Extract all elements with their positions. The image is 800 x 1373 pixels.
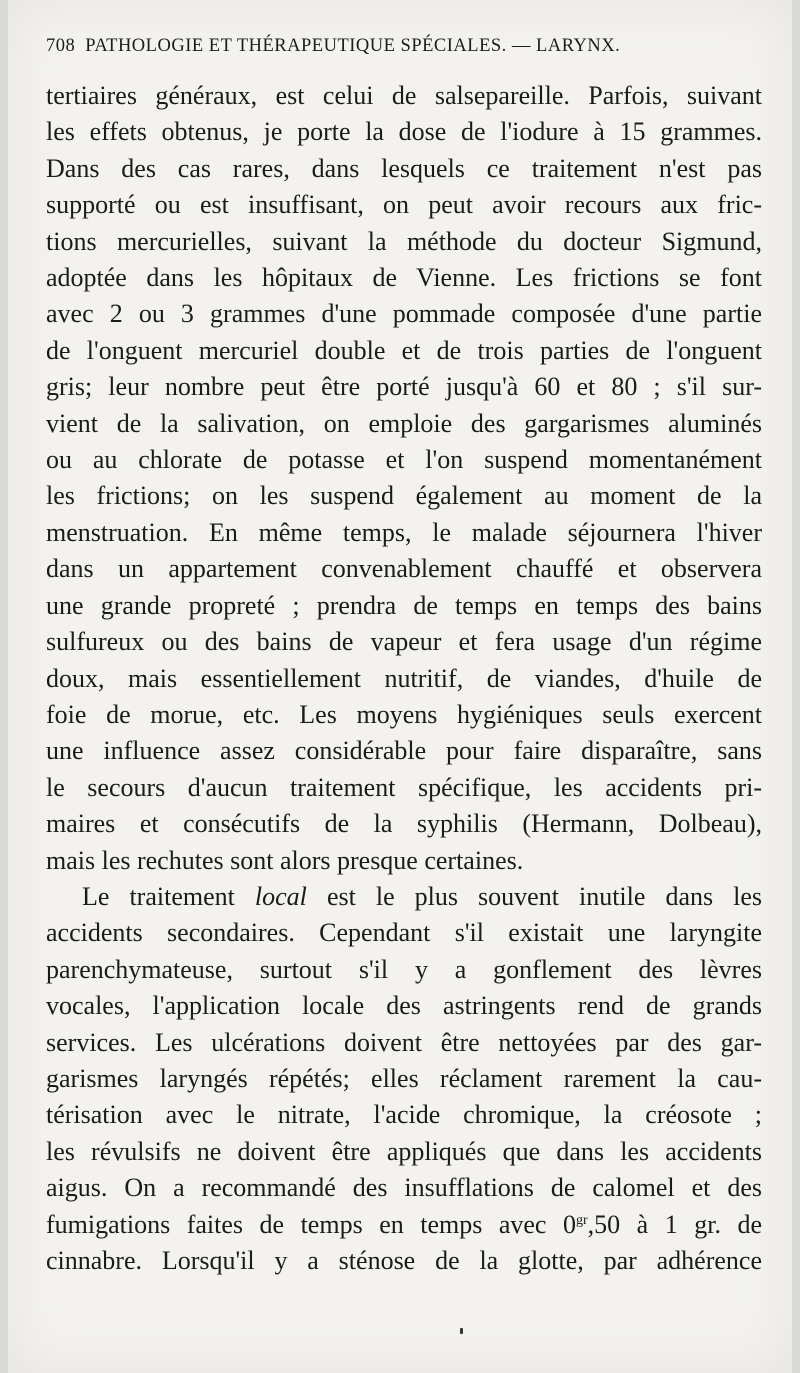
- book-page: [8, 0, 792, 1373]
- text-line: vocales, l'application locale des astringents rend de grands: [46, 991, 762, 1021]
- text-fragment: est le plus souvent inutile dans les: [326, 881, 762, 911]
- text-line: [46, 879, 762, 915]
- text-line: aigus. On a recommandé des insufflations de calomel et des: [46, 1173, 762, 1203]
- text-line: adoptée dans les hôpitaux de Vienne. Les frictions se font: [46, 263, 762, 293]
- text-line: térisation avec le nitrate, l'acide chromique, la créosote ;: [46, 1100, 762, 1130]
- text-line: doux, mais essentiellement nutritif, de viandes, d'huile de: [46, 663, 762, 693]
- text-line: ou au chlorate de potasse et l'on suspend momentanément: [46, 445, 762, 475]
- text-line: mais les rechutes sont alors presque certaines.: [46, 845, 524, 875]
- text-line: accidents secondaires. Cependant s'il existait une laryngite: [46, 918, 762, 948]
- text-line: de l'onguent mercuriel double et de trois parties de l'onguent: [46, 335, 762, 365]
- text-line: services. Les ulcérations doivent être nettoyées par des gar-: [46, 1027, 762, 1057]
- text-line: foie de morue, etc. Les moyens hygiéniques seuls exercent: [46, 699, 762, 729]
- text-fragment: ,50 à 1 gr. de: [587, 1209, 762, 1239]
- text-line: parenchymateuse, surtout s'il y a gonflement des lèvres: [46, 954, 762, 984]
- body-text: [46, 78, 762, 1279]
- text-line: une grande propreté ; prendra de temps en temps des bains: [46, 590, 762, 620]
- page-number: 708: [46, 36, 76, 56]
- text-line: vient de la salivation, on emploie des gargarismes aluminés: [46, 408, 762, 438]
- running-title: PATHOLOGIE ET THÉRAPEUTIQUE SPÉCIALES. — LARYNX.: [85, 36, 621, 56]
- text-line: les effets obtenus, je porte la dose de l'iodure à 15 grammes.: [46, 117, 762, 147]
- text-line: maires et consécutifs de la syphilis (Hermann, Dolbeau),: [46, 809, 762, 839]
- text-line: menstruation. En même temps, le malade séjournera l'hiver: [46, 517, 762, 547]
- text-line: dans un appartement convenablement chauffé et observera: [46, 554, 762, 584]
- text-line: sulfureux ou des bains de vapeur et fera usage d'un régime: [46, 627, 762, 657]
- text-line: Dans des cas rares, dans lesquels ce traitement n'est pas: [46, 153, 762, 183]
- text-line: les révulsifs ne doivent être appliqués que dans les accidents: [46, 1136, 762, 1166]
- text-fragment: Le traitement: [82, 881, 235, 911]
- text-line: garismes laryngés répétés; elles réclament rarement la cau-: [46, 1063, 762, 1093]
- text-line: une influence assez considérable pour faire disparaître, sans: [46, 736, 762, 766]
- paragraph-2: [46, 879, 762, 1279]
- text-line: [46, 1207, 762, 1243]
- paragraph-1: [46, 78, 762, 879]
- text-fragment: fumigations faites de temps en temps avec 0: [46, 1209, 576, 1239]
- running-head: [46, 36, 762, 57]
- text-line: supporté ou est insuffisant, on peut avoir recours aux fric-: [46, 190, 762, 220]
- text-line: avec 2 ou 3 grammes d'une pommade composée d'une partie: [46, 299, 762, 329]
- text-line: gris; leur nombre peut être porté jusqu'à 60 et 80 ; s'il sur-: [46, 372, 762, 402]
- text-line: tertiaires généraux, est celui de salsepareille. Parfois, suivant: [46, 81, 762, 110]
- dose-unit: gr: [575, 1212, 588, 1228]
- text-line: le secours d'aucun traitement spécifique, les accidents pri-: [46, 772, 762, 802]
- ink-speck: [460, 1328, 463, 1334]
- text-line: les frictions; on les suspend également au moment de la: [46, 481, 762, 511]
- text-line: cinnabre. Lorsqu'il y a sténose de la glotte, par adhérence: [46, 1246, 762, 1275]
- italic-word: local: [254, 881, 307, 911]
- text-line: tions mercurielles, suivant la méthode du docteur Sigmund,: [46, 226, 762, 256]
